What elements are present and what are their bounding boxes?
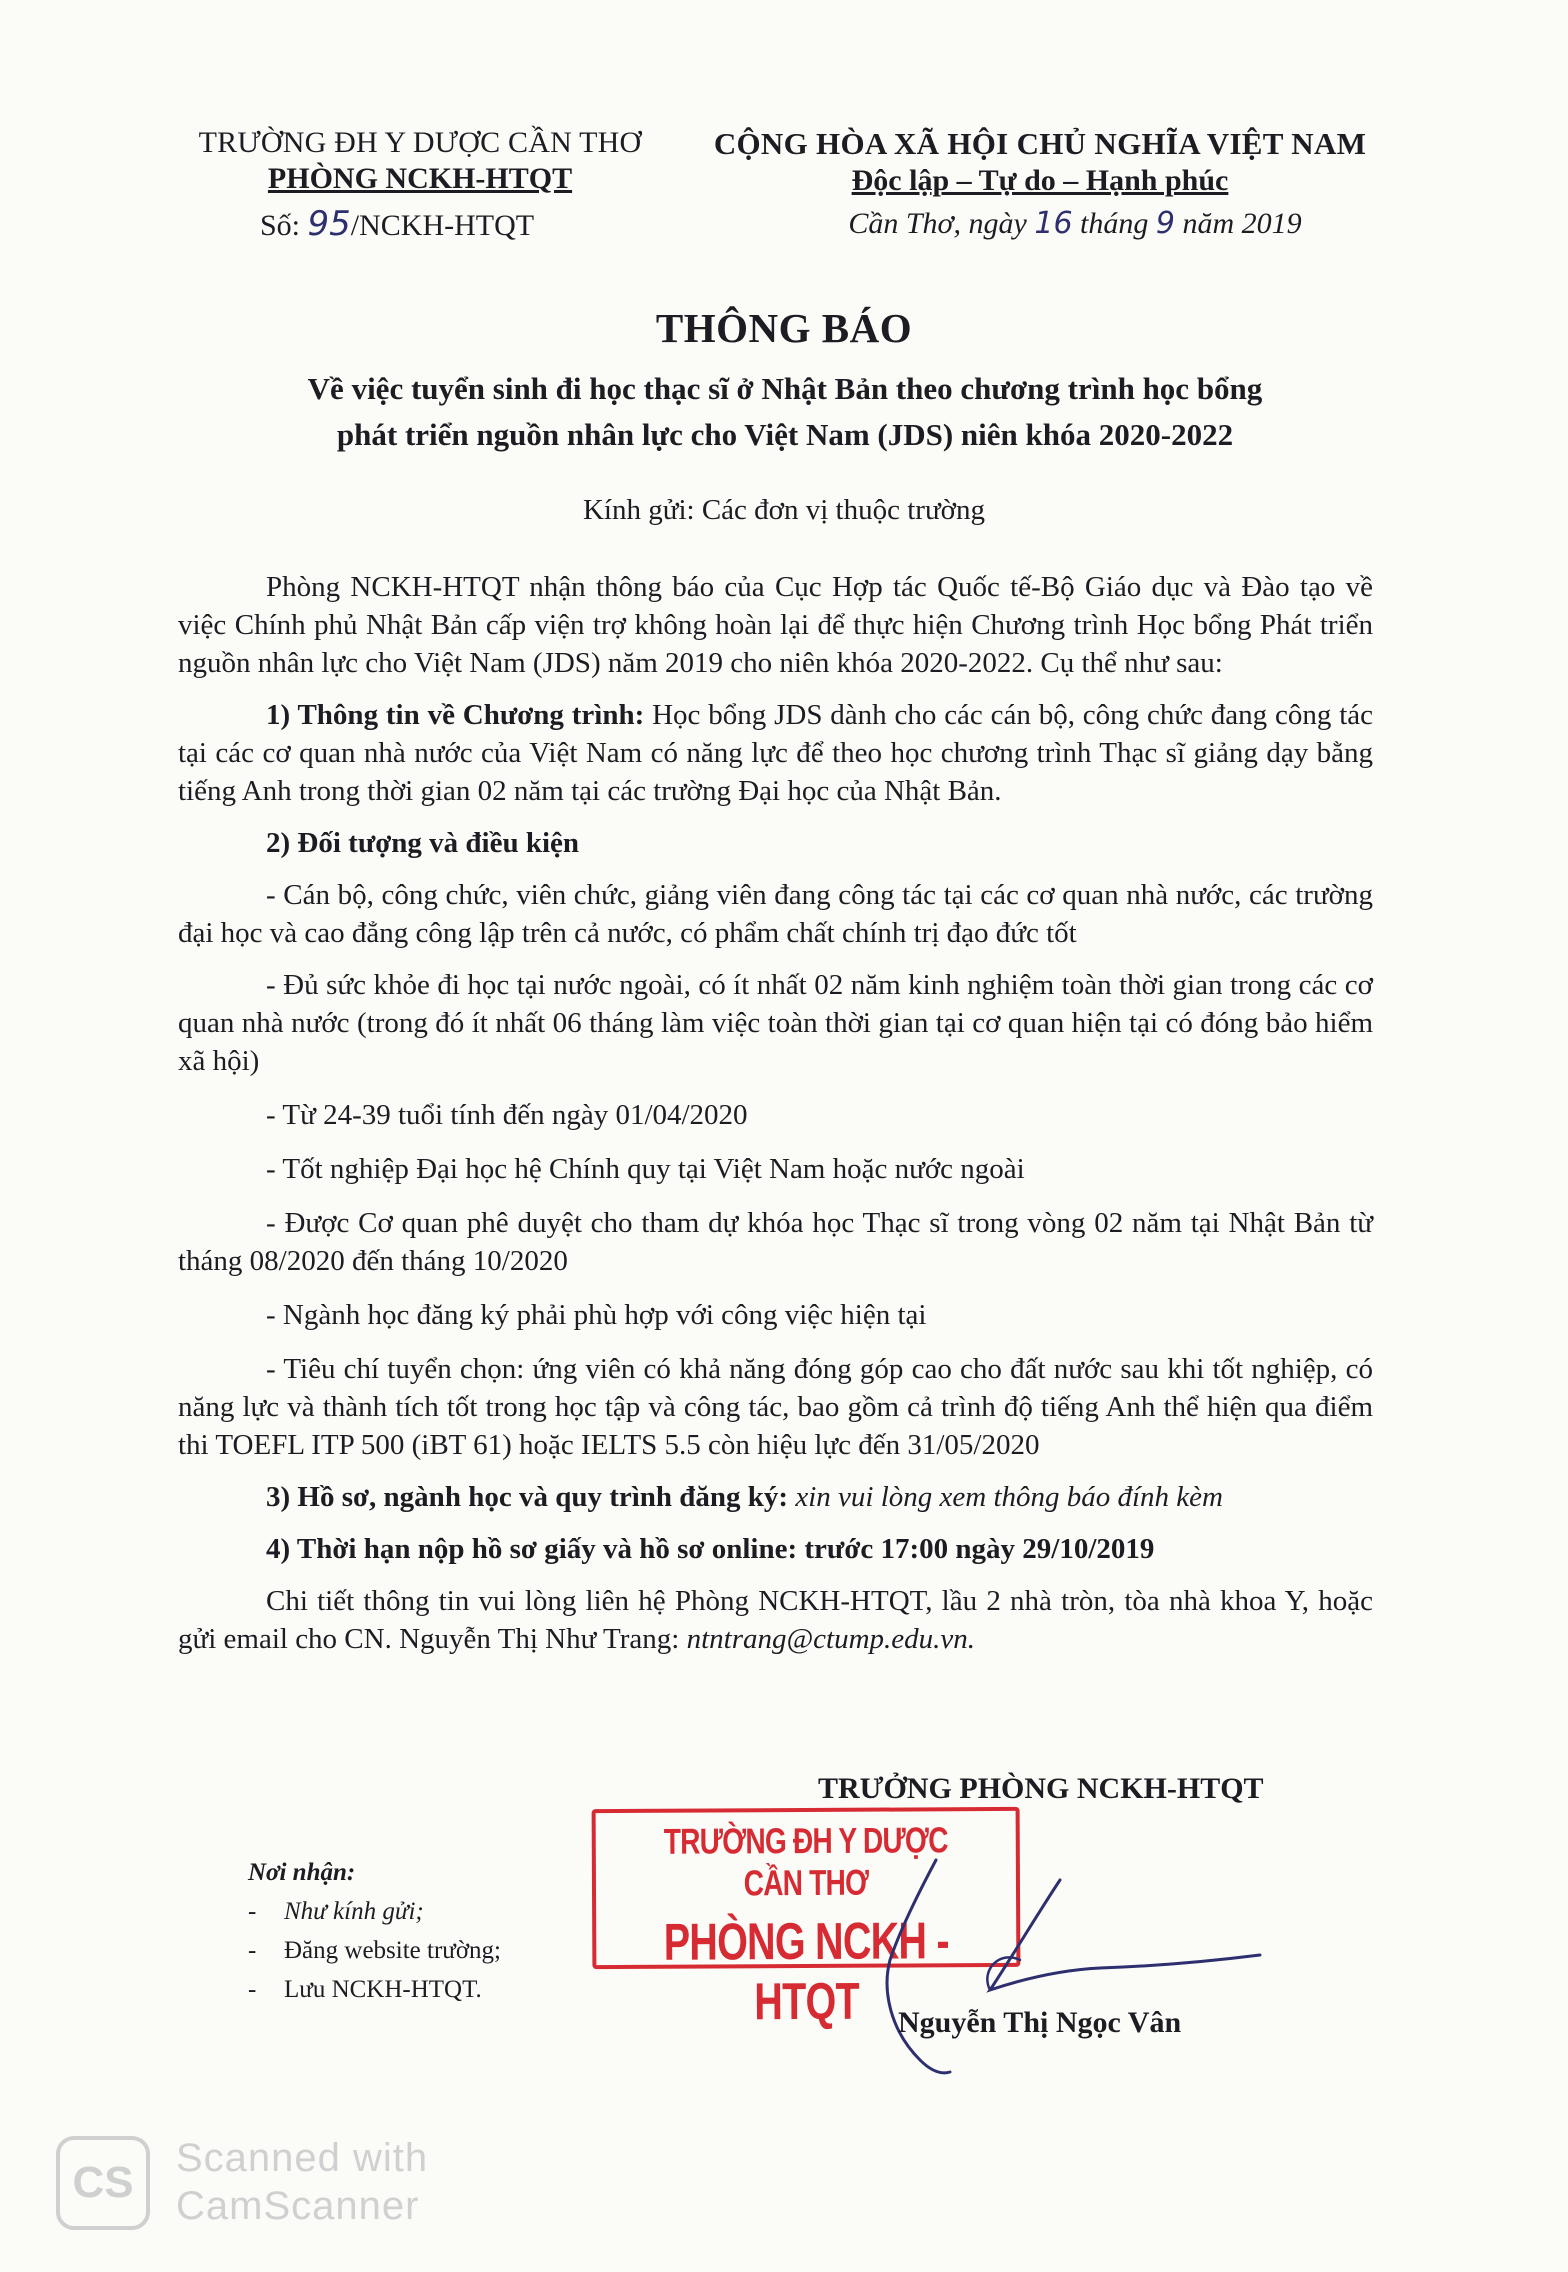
recipient-item: - Lưu NCKH-HTQT. bbox=[248, 1976, 482, 2003]
org-name: TRƯỜNG ĐH Y DƯỢC CẦN THƠ bbox=[198, 126, 642, 159]
watermark-line-2: CamScanner bbox=[176, 2184, 420, 2228]
recipient-item-text: Lưu NCKH-HTQT. bbox=[284, 1976, 482, 2003]
section-2-item: - Đủ sức khỏe đi học tại nước ngoài, có ít nhất 02 năm kinh nghiệm toàn thời gian trong các cơ quan nhà nước (trong đó ít nhất 06 tháng làm việc toàn thời gian tại cơ quan hiện tại có đóng bảo hiểm xã hội) bbox=[178, 969, 1373, 1077]
section-2-heading bbox=[178, 824, 1373, 862]
section-4-heading: 4) Thời hạn nộp hồ sơ giấy và hồ sơ online: trước 17:00 ngày 29/10/2019 bbox=[266, 1533, 1155, 1565]
section-2-item: - Tốt nghiệp Đại học hệ Chính quy tại Việt Nam hoặc nước ngoài bbox=[266, 1153, 1025, 1185]
recipient-item-text: Đăng website trường; bbox=[284, 1937, 502, 1964]
contact-paragraph bbox=[178, 1582, 1373, 1658]
section-1 bbox=[178, 696, 1373, 810]
signer-name: Nguyễn Thị Ngọc Vân bbox=[898, 2006, 1182, 2039]
camscanner-logo-icon: CS bbox=[56, 2136, 150, 2230]
watermark-line-1: Scanned with bbox=[176, 2136, 429, 2180]
recipient-item: - Như kính gửi; bbox=[248, 1898, 424, 1925]
subject-line-1: Về việc tuyển sinh đi học thạc sĩ ở Nhật Bản theo chương trình học bổng bbox=[307, 371, 1263, 406]
section-2-heading-text: 2) Đối tượng và điều kiện bbox=[266, 827, 580, 859]
date-month-handwritten: 9 bbox=[1155, 206, 1175, 241]
section-2-item: - Tiêu chí tuyển chọn: ứng viên có khả năng đóng góp cao cho đất nước sau khi tốt nghiệp, có năng lực và thành tích tốt trong học tập và công tác, bao gồm cả trình độ tiếng Anh thể hiện qua điểm thi TOEFL ITP 500 (iBT 61) hoặc IELTS 5.5 còn hiệu lực đến 31/05/2020 bbox=[178, 1353, 1373, 1461]
subject-line-2: phát triển nguồn nhân lực cho Việt Nam (JDS) niên khóa 2020-2022 bbox=[336, 417, 1234, 452]
section-1-heading: 1) Thông tin về Chương trình: bbox=[266, 699, 645, 731]
doc-number-suffix: /NCKH-HTQT bbox=[350, 209, 535, 242]
document-body bbox=[178, 568, 1373, 1658]
date-place: Cần Thơ, ngày bbox=[848, 207, 1027, 240]
national-motto: Độc lập – Tự do – Hạnh phúc bbox=[851, 164, 1229, 197]
recipient-item: - Đăng website trường; bbox=[248, 1937, 502, 1964]
section-3-heading: 3) Hồ sơ, ngành học và quy trình đăng ký: bbox=[266, 1481, 789, 1513]
signer-title: TRƯỞNG PHÒNG NCKH-HTQT bbox=[818, 1772, 1264, 1805]
stamp-line-1: TRƯỜNG ĐH Y DƯỢC CẦN THƠ bbox=[663, 1819, 948, 1904]
recipient-item-text: Như kính gửi; bbox=[284, 1898, 424, 1925]
recipients-list bbox=[248, 1853, 501, 2009]
section-2-item: - Được Cơ quan phê duyệt cho tham dự khóa học Thạc sĩ trong vòng 02 năm tại Nhật Bản từ tháng 08/2020 đến tháng 10/2020 bbox=[178, 1207, 1373, 1277]
date-month-label: tháng bbox=[1080, 207, 1149, 240]
stamp-line-2: PHÒNG NCKH - HTQT bbox=[663, 1912, 949, 2032]
watermark-text bbox=[176, 2134, 428, 2230]
issuer-header bbox=[150, 126, 690, 244]
contact-text: Chi tiết thông tin vui lòng liên hệ Phòng NCKH-HTQT, lầu 2 nhà tròn, tòa nhà khoa Y, hoặc gửi email cho CN. Nguyễn Thị Như Trang: bbox=[178, 1585, 1373, 1655]
intro-paragraph: Phòng NCKH-HTQT nhận thông báo của Cục Hợp tác Quốc tế-Bộ Giáo dục và Đào tạo về việc Chính phủ Nhật Bản cấp viện trợ không hoàn lại để thực hiện Chương trình Học bổng Phát triển nguồn nhân lực cho Việt Nam (JDS) năm 2019 cho niên khóa 2020-2022. Cụ thể như sau: bbox=[178, 571, 1373, 679]
section-4 bbox=[178, 1530, 1373, 1568]
recipients-label: Nơi nhận: bbox=[248, 1859, 356, 1886]
section-2-item: - Cán bộ, công chức, viên chức, giảng viên đang công tác tại các cơ quan nhà nước, các trường đại học và cao đẳng công lập trên cả nước, có phẩm chất chính trị đạo đức tốt bbox=[178, 879, 1373, 949]
date-year: năm 2019 bbox=[1182, 207, 1302, 240]
camscanner-watermark bbox=[56, 2134, 456, 2242]
national-header bbox=[690, 126, 1390, 241]
section-2-item: - Ngành học đăng ký phải phù hợp với công việc hiện tại bbox=[266, 1299, 927, 1331]
document-title: THÔNG BÁO bbox=[655, 305, 913, 351]
document-subject bbox=[200, 366, 1370, 458]
doc-number-prefix: Số: bbox=[260, 209, 301, 242]
section-3 bbox=[178, 1478, 1373, 1516]
department-name: PHÒNG NCKH-HTQT bbox=[267, 162, 573, 195]
section-2-item: - Từ 24-39 tuổi tính đến ngày 01/04/2020 bbox=[266, 1099, 748, 1131]
country-name: CỘNG HÒA XÃ HỘI CHỦ NGHĨA VIỆT NAM bbox=[713, 126, 1367, 161]
date-day-handwritten: 16 bbox=[1034, 206, 1073, 241]
doc-number-handwritten: 95 bbox=[307, 204, 351, 244]
section-3-text: xin vui lòng xem thông báo đính kèm bbox=[788, 1481, 1223, 1513]
doc-number bbox=[150, 204, 690, 244]
contact-email: ntntrang@ctump.edu.vn. bbox=[686, 1623, 976, 1655]
issue-date bbox=[690, 206, 1390, 241]
section-1-text: Học bổng JDS dành cho các cán bộ, công chức đang công tác tại các cơ quan nhà nước của Việt Nam có năng lực để theo học chương trình Thạc sĩ giảng dạy bằng tiếng Anh trong thời gian 02 năm tại các trường Đại học của Nhật Bản. bbox=[178, 699, 1374, 807]
addressee: Kính gửi: Các đơn vị thuộc trường bbox=[582, 494, 985, 526]
handwritten-signature bbox=[860, 1850, 1280, 2080]
